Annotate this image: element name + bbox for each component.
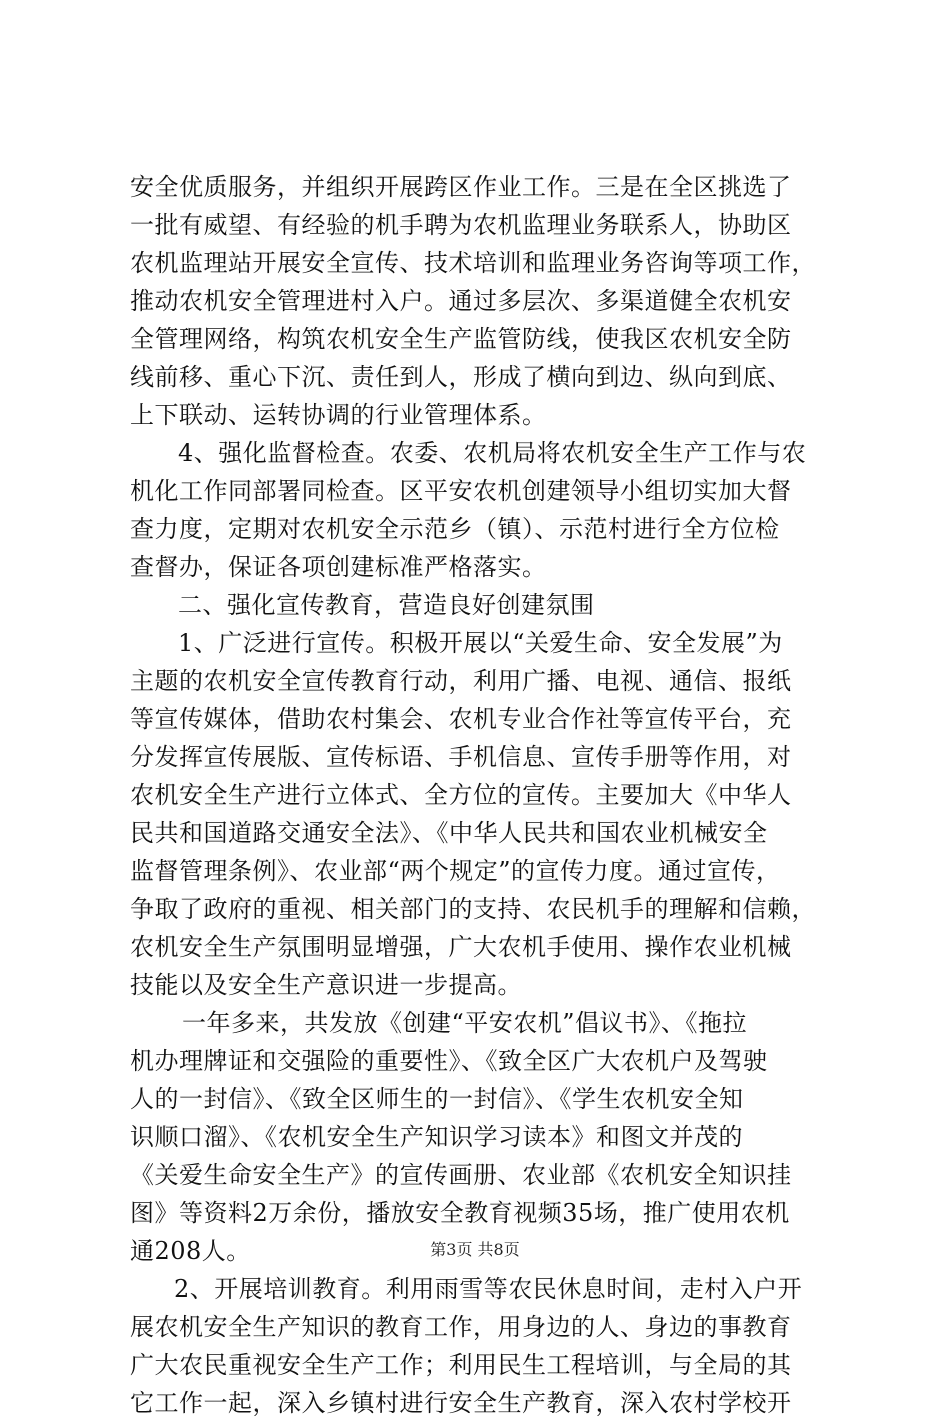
text-line: 一年多来，共发放《创建“平安农机”倡议书》、《拖拉 xyxy=(182,1009,748,1037)
text-line: 推动农机安全管理进村入户。通过多层次、多渠道健全农机安 xyxy=(130,287,792,315)
text-line: 争取了政府的重视、相关部门的支持、农民机手的理解和信赖， xyxy=(130,895,816,923)
text-line: 4、强化监督检查。农委、农机局将农机安全生产工作与农 xyxy=(178,439,807,467)
text-line: 识顺口溜》、《农机安全生产知识学习读本》和图文并茂的 xyxy=(130,1123,743,1151)
text-line: 一批有威望、有经验的机手聘为农机监理业务联系人，协助区 xyxy=(130,211,792,239)
text-line: 等宣传媒体，借助农村集会、农机专业合作社等宣传平台，充 xyxy=(130,705,792,733)
text-line: 上下联动、运转协调的行业管理体系。 xyxy=(130,401,547,429)
page-footer: 第3页 共8页 xyxy=(430,1240,520,1259)
text-line: 1、广泛进行宣传。积极开展以“关爱生命、安全发展”为 xyxy=(178,629,783,657)
text-line: 农机监理站开展安全宣传、技术培训和监理业务咨询等项工作， xyxy=(130,249,816,277)
text-line: 二、强化宣传教育，营造良好创建氛围 xyxy=(178,591,595,619)
text-line: 机化工作同部署同检查。区平安农机创建领导小组切实加大督 xyxy=(130,477,792,505)
text-line: 它工作一起，深入乡镇村进行安全生产教育，深入农村学校开 xyxy=(130,1389,792,1417)
text-line: 农机安全生产进行立体式、全方位的宣传。主要加大《中华人 xyxy=(130,781,792,809)
text-line: 安全优质服务，并组织开展跨区作业工作。三是在全区挑选了 xyxy=(130,173,792,201)
text-line: 图》等资料2万余份，播放安全教育视频35场，推广使用农机 xyxy=(130,1199,790,1227)
text-line: 广大农民重视安全生产工作；利用民生工程培训，与全局的其 xyxy=(130,1351,792,1379)
text-line: 通208人。 xyxy=(130,1237,251,1265)
text-line: 《关爱生命安全生产》的宣传画册、农业部《农机安全知识挂 xyxy=(130,1161,792,1189)
text-line: 2、开展培训教育。利用雨雪等农民休息时间，走村入户开 xyxy=(174,1275,803,1303)
text-line: 民共和国道路交通安全法》、《中华人民共和国农业机械安全 xyxy=(130,819,768,847)
text-line: 全管理网络，构筑农机安全生产监管防线，使我区农机安全防 xyxy=(130,325,792,353)
text-line: 查力度，定期对农机安全示范乡（镇）、示范村进行全方位检 xyxy=(130,515,780,543)
body-text xyxy=(130,168,830,1422)
text-line: 分发挥宣传展版、宣传标语、手机信息、宣传手册等作用，对 xyxy=(130,743,792,771)
text-line: 线前移、重心下沉、责任到人，形成了横向到边、纵向到底、 xyxy=(130,363,792,391)
text-line: 主题的农机安全宣传教育行动，利用广播、电视、通信、报纸 xyxy=(130,667,792,695)
text-line: 技能以及安全生产意识进一步提高。 xyxy=(130,971,522,999)
text-line: 人的一封信》、《致全区师生的一封信》、《学生农机安全知 xyxy=(130,1085,744,1113)
text-line: 展农机安全生产知识的教育工作，用身边的人、身边的事教育 xyxy=(130,1313,792,1341)
text-line: 监督管理条例》、农业部“两个规定”的宣传力度。通过宣传， xyxy=(130,857,781,885)
text-line: 查督办，保证各项创建标准严格落实。 xyxy=(130,553,547,581)
text-line: 机办理牌证和交强险的重要性》、《致全区广大农机户及驾驶 xyxy=(130,1047,768,1075)
text-line: 农机安全生产氛围明显增强，广大农机手使用、操作农业机械 xyxy=(130,933,792,961)
